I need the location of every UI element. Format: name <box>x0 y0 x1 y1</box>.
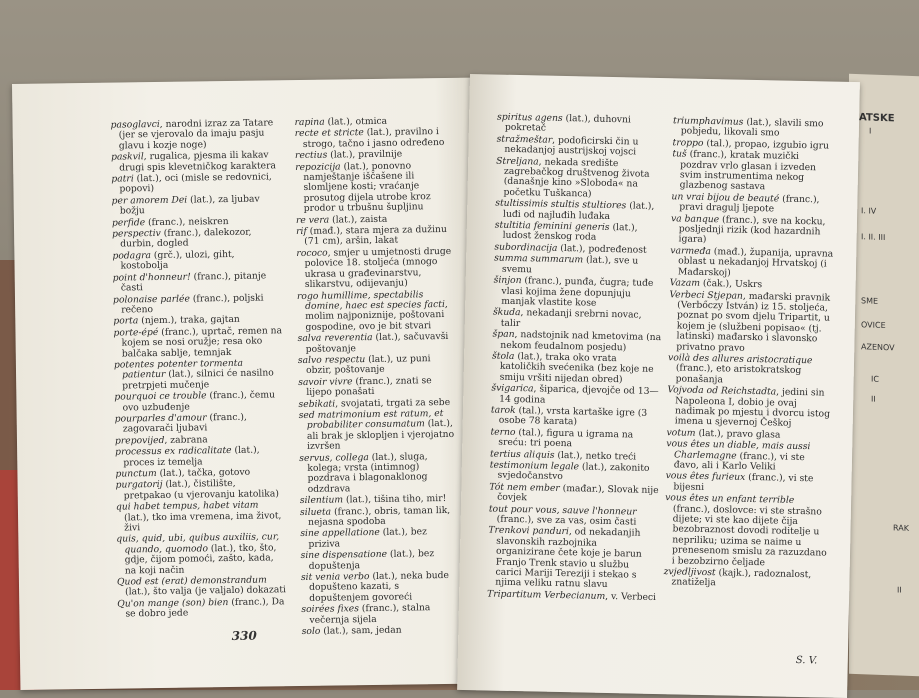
entry-definition: (franc.), kratak muzički pozdrav vrlo glasan i izveden svim instrumentima nekog glazbenog sastava <box>679 148 817 193</box>
entry-definition: (franc.), znati se lijepo ponašati <box>306 374 432 399</box>
entry-term: pasoglavci <box>110 118 160 131</box>
background-book <box>849 74 919 676</box>
book-edge-text: OVICE <box>861 320 886 331</box>
entry-definition: (lat.), što valja (je valjalo) dokazati <box>125 584 287 598</box>
dictionary-entry <box>116 533 287 577</box>
entry-definition: (franc.), pravi dragulj ljepote <box>679 193 820 215</box>
entry-term: testimonium legale <box>489 459 580 473</box>
entry-term: Verbeci Stjepan <box>669 288 744 302</box>
entry-term: vous êtes un enfant terrible <box>665 492 795 507</box>
entry-definition: (grč.), ulozi, giht, kostobolja <box>120 248 235 272</box>
entry-term: servus, collega <box>299 451 369 464</box>
entry-definition: (franc.), eto aristokratskog ponašanja <box>675 362 802 386</box>
entry-definition: (lat.), proces iz temelja <box>123 444 260 469</box>
dictionary-entry <box>114 390 284 413</box>
entry-term: pourparles d'amour <box>114 412 207 425</box>
entry-definition: (lat.), tačka, gotovo <box>156 466 251 480</box>
entry-definition: (lat.), podređenost <box>557 242 647 256</box>
entry-definition: (lat.), silnici će nasilno pretrpjeti mučenje <box>122 367 274 392</box>
entry-definition: (mađar.), Slovak nije čovjek <box>497 482 659 504</box>
left-page <box>12 77 490 690</box>
entry-definition: (lat.), ponovno namještanje iščašene ili slomljene kosti; vraćanje prosutog dijela utrobe kroz prodor u trbušnu šupljinu <box>303 160 431 215</box>
book-edge-text: I. II. III <box>861 232 886 243</box>
entry-term: rapina <box>294 116 325 129</box>
dictionary-entry <box>301 549 461 572</box>
dictionary-entry <box>111 118 281 152</box>
entry-term: porte-épé <box>113 326 159 339</box>
entry-definition: (lat.), pravo glasa <box>695 427 781 441</box>
entry-definition: (franc.), doslovce: vi ste strašno dijete; vi ste kao dijete čija bezobraznost dovodi roditelje u nepriliku; uzima se naime u prenesenom smislu za razuzdano i bezobzirno čeljade <box>671 502 827 568</box>
entry-definition: (lat.), tišina tiho, mir! <box>342 493 447 506</box>
dictionary-entry <box>116 479 286 502</box>
entry-definition: (franc.), sve na kocku, posljednji rizik (kod hazardnih igara) <box>678 213 826 246</box>
dictionary-entry <box>117 575 287 598</box>
entry-term: Qu'on mange (son) bien <box>117 596 229 610</box>
entry-term: tertius aliquis <box>489 448 555 461</box>
entry-definition: (franc.), Da se dobro jede <box>125 596 285 620</box>
entry-term: Tót nem ember <box>489 481 560 494</box>
entry-definition: , podoficirski čin u nekadanjoj austrijskoj vojsci <box>504 134 639 158</box>
entry-definition: (lat.), traka oko vrata katoličkih svećenika (bez koje ne smiju vršiti nijedan obred) <box>499 350 654 386</box>
entry-definition: (lat.), uz puni obzir, poštovanje <box>305 353 431 377</box>
entry-definition: (lat.), tko, što, gdje, čijom pomoći, zašto, kada, na koji način <box>124 542 277 577</box>
entry-definition: , nekada središte zagrebačkog društvenog života (današnje kino »Sloboda« na početku Tuškanca) <box>503 156 650 200</box>
entry-definition: (lat.), duhovni pokretač <box>504 112 632 135</box>
dictionary-entry <box>670 214 837 249</box>
entry-term: processus ex radicalitate <box>115 445 232 458</box>
entry-term: summa summarum <box>494 252 584 266</box>
entry-definition: (njem.), traka, gajtan <box>138 314 240 327</box>
entry-definition: , od nekadanjih slavonskih razbojnika organizirane čete koje je barun Franjo Trenk stavio u službu carici Mariji Tereziji i stekao s njima veliku ratnu slavu <box>495 526 642 591</box>
entry-term: soirées fixes <box>301 603 360 616</box>
entry-definition: (franc.), vi ste đavo, ali i Karlo Veliki <box>673 450 805 473</box>
dictionary-entry <box>295 127 455 150</box>
entry-definition: (lat.), otmica <box>324 115 388 128</box>
book-edge-text: ATSKE <box>859 112 895 125</box>
dictionary-entry <box>300 527 460 550</box>
dictionary-entry <box>300 505 460 528</box>
dictionary-entry <box>668 290 835 356</box>
entry-definition: (franc.), uprtač, remen na kojem se nosi oružje; resa oko balčaka sablje, temnjak <box>121 324 283 360</box>
entry-term: škuda <box>492 306 521 319</box>
entry-term: salvo respectu <box>297 354 366 366</box>
entry-term: rectius <box>294 149 328 162</box>
entry-definition: , rugalica, pjesma ili kakav drugi spis klevetničkog karaktera <box>119 149 276 174</box>
entry-term: triumphavimus <box>672 115 744 128</box>
entry-term: rogo humillime, spectabilis domine, haec est species facti <box>296 288 445 312</box>
entry-term: rococo <box>296 247 328 259</box>
entry-definition: (lat.), pravilnije <box>327 148 403 161</box>
entry-term: perspectiv <box>112 227 161 240</box>
entry-definition: (franc.), neiskren <box>145 215 229 228</box>
entry-term: solo <box>301 625 321 638</box>
dictionary-entry <box>113 326 283 360</box>
dictionary-entry <box>299 451 460 495</box>
entry-term: savoir vivre <box>298 376 353 388</box>
dictionary-entry <box>298 354 458 377</box>
dictionary-entry <box>297 289 458 333</box>
entry-term: per amorem Dei <box>111 194 188 207</box>
entry-term: šinjon <box>493 274 522 287</box>
dictionary-entry <box>112 227 282 250</box>
author-signature: S. V. <box>795 654 818 667</box>
dictionary-entry <box>295 160 456 214</box>
dictionary-entry <box>670 246 837 281</box>
book-edge-text: AZENOV <box>861 342 895 353</box>
entry-term: purgatorij <box>115 479 163 491</box>
entry-definition: (lat.), ludost ženskog roda <box>502 222 638 244</box>
right-page-column-1 <box>487 113 667 605</box>
dictionary-entry <box>116 500 286 534</box>
entry-definition: (lat.), netko treći <box>554 449 637 463</box>
entry-term: sed matrimonium est ratum, et probabiliter consumatum <box>298 407 444 432</box>
entry-definition: , v. Verbeci <box>605 590 657 603</box>
entry-term: va banque <box>670 212 720 225</box>
entry-definition: (lat.), pravilno i strogo, tačno i jasno određeno <box>302 126 445 150</box>
entry-term: recte et stricte <box>294 127 364 140</box>
entry-definition: , jedini sin Napoleona I, dobio je ovaj nadimak po mjestu i dvorcu istog imena u sjevernoj Češkoj <box>674 386 831 430</box>
entry-definition: (lat.), slavili smo pobjedu, likovali smo <box>680 116 824 139</box>
entry-term: stultissimis stultis stultiores <box>495 197 627 212</box>
entry-term: prepovijed <box>114 434 165 447</box>
dictionary-entry <box>672 149 839 194</box>
entry-term: sine appellatione <box>300 527 380 540</box>
book-edge-text: IC <box>871 374 879 384</box>
entry-term: vous êtes furieux <box>665 470 746 484</box>
entry-definition: (mađ.), županija, upravna oblast u nekadanjoj Hrvatskoj (i Mađarskoj) <box>677 245 834 279</box>
entry-definition: (franc.), punđa, čugra; tuđe vlasi kojima žene dopunjuju manjak vlastite kose <box>501 275 654 309</box>
book-edge-text: II <box>871 394 876 404</box>
entry-definition: (franc.), obris, taman lik, nejasna spodoba <box>308 504 451 528</box>
entry-definition: (čak.), Uskrs <box>699 277 763 291</box>
entry-term: subordinacija <box>494 241 558 254</box>
dictionary-entry <box>301 571 461 604</box>
entry-definition: (lat.), luđi od najluđih luđaka <box>502 200 655 222</box>
dictionary-entry <box>298 332 458 355</box>
entry-definition: , nekadanji srebrni novac, talir <box>500 307 642 329</box>
dictionary-entry <box>668 353 835 388</box>
entry-term: un vrai bijou de beauté <box>671 191 780 205</box>
entry-term: troppo <box>672 137 704 149</box>
dictionary-entry <box>492 351 663 386</box>
entry-definition: (mađ.), stara mjera za dužinu (71 cm), aršin, lakat <box>304 224 447 248</box>
dictionary-entry <box>487 526 658 592</box>
entry-term: spiritus agens <box>496 111 563 124</box>
book-edge-text: II <box>897 585 902 595</box>
entry-term: qui habet tempus, habet vitam <box>115 499 259 513</box>
entry-term: silueta <box>299 506 332 518</box>
entry-term: podagra <box>112 249 152 262</box>
left-page-column-1 <box>111 118 288 621</box>
entry-definition: (lat.), čistilište, pretpakao (u vjerovanju katolika) <box>123 478 279 502</box>
entry-term: pourquoi ce trouble <box>114 390 207 403</box>
entry-definition: , svojatati, trgati za sebe <box>335 396 451 410</box>
entry-term: sine dispensatione <box>300 549 388 562</box>
entry-term: porta <box>113 315 139 327</box>
entry-term: potentes potenter tormenta patientur <box>113 357 243 381</box>
entry-term: sit venia verbo <box>300 571 370 584</box>
dictionary-entry <box>112 194 282 217</box>
dictionary-entry <box>663 567 829 591</box>
entry-term: silentium <box>299 494 344 507</box>
entry-definition: , šiparica, djevojče od 13—14 godina <box>499 383 659 406</box>
entry-term: štola <box>491 350 515 362</box>
entry-definition: (lat.), oci (misle se redovnici, popovi) <box>119 171 272 195</box>
entry-term: Streljana <box>496 155 539 168</box>
dictionary-entry <box>666 439 833 474</box>
entry-term: repozicija <box>295 161 341 173</box>
dictionary-entry <box>115 412 285 435</box>
entry-definition: , molim najponiznije, poštovani gospodine, ovo je bit stvari <box>305 298 448 333</box>
entry-definition: , smjer u umjetnosti druge polovice 18. stoljeća (mnogo ukrasa u građevinarstvu, slikarstvu, odijevanju) <box>304 245 452 291</box>
entry-term: terno <box>490 426 516 438</box>
entry-term: stražmeštar <box>496 133 553 146</box>
entry-definition: (lat.), zaista <box>329 213 388 226</box>
dictionary-entry <box>111 172 281 195</box>
entry-term: varmeđa <box>670 245 712 257</box>
dictionary-entry <box>667 385 834 430</box>
entry-definition: (lat.), sačuvavši poštovanje <box>305 331 449 355</box>
entry-definition: (lat.), za ljubav božju <box>119 193 260 217</box>
dictionary-entry <box>111 150 281 173</box>
entry-term: švigarica <box>491 382 534 395</box>
book-edge-text: SME <box>861 296 879 306</box>
entry-definition: , nadstojnik nad kmetovima (na nekom feudalnom posjedu) <box>500 329 662 353</box>
entry-definition: (lat.), sve u svemu <box>501 254 639 276</box>
entry-term: punctum <box>115 468 157 480</box>
entry-term: re vera <box>295 214 330 226</box>
entry-definition: (tal.), figura u igrama na sreću: tri poena <box>498 426 634 450</box>
dictionary-entry <box>664 493 831 569</box>
entry-definition: (tal.), vrsta kartaške igre (3 osobe 78 karata) <box>498 404 648 428</box>
entry-definition: (franc.), stalna večernja sijela <box>309 602 431 626</box>
entry-term: sebikati <box>298 398 336 410</box>
dictionary-entry <box>115 445 285 468</box>
entry-term: Tripartitum Verbecianum <box>487 588 606 602</box>
dictionary-entry <box>495 156 666 201</box>
entry-term: perfide <box>111 216 146 229</box>
entry-term: salva reverentia <box>297 332 373 345</box>
dictionary-entry <box>296 225 456 248</box>
dictionary-entry <box>301 603 461 626</box>
entry-definition: , zabrana <box>164 434 208 446</box>
entry-definition: (lat.), neka bude dopušteno kazati, s dopuštenjem govoreći <box>308 570 449 604</box>
entry-definition: (franc.), dalekozor, durbin, dogled <box>120 226 252 250</box>
dictionary-entry <box>117 597 287 620</box>
entry-definition: , mađarski pravnik (Verbőczy István) iz 15. stoljeća, poznat po svom djelu Tripartit, u kojem je (službeni popisao« (tj. latinski) mađarsko i slavonsko privatno pravo <box>676 290 831 354</box>
entry-term: patri <box>111 173 134 185</box>
entry-definition: (franc.), poljski rečeno <box>121 292 264 316</box>
entry-term: quis, quid, ubi, quibus auxiliis, cur, quando, quomodo <box>116 531 280 556</box>
entry-term: Trenkovi panduri <box>488 524 569 538</box>
entry-term: Vazam <box>669 277 701 289</box>
entry-term: rif <box>296 225 307 238</box>
entry-term: Vojvoda od Reichstadta <box>667 384 777 398</box>
entry-term: Quod est (erat) demonstrandum <box>116 574 267 588</box>
entry-term: tuš <box>672 148 687 160</box>
book-edge-text: I <box>869 126 872 136</box>
dictionary-entry <box>296 247 457 291</box>
dictionary-entry <box>298 376 458 399</box>
entry-definition: (franc.), sve za vas, osim časti <box>496 513 637 528</box>
entry-term: paskvil <box>110 151 144 163</box>
entry-term: zvjedljivost <box>663 566 716 579</box>
entry-term: stultitia feminini generis <box>494 219 610 234</box>
entry-definition: (franc.), zagovarači ljubavi <box>122 411 247 435</box>
left-page-column-2 <box>295 116 462 639</box>
entry-definition: (lat.), ali brak je sklopljen i vjerojatno izvršen <box>306 418 455 453</box>
right-page-column-2 <box>663 116 839 592</box>
entry-term: špan <box>492 328 515 341</box>
entry-definition: (franc.), pitanje časti <box>120 270 267 294</box>
dictionary-entry <box>299 409 460 453</box>
entry-term: votum <box>666 426 696 439</box>
entry-definition: (lat.), bez priziva <box>308 526 427 550</box>
page-number: 330 <box>231 628 257 643</box>
entry-term: tarok <box>490 404 516 416</box>
entry-term: vous êtes un diable, mais aussi Charlemagne <box>666 438 811 462</box>
right-page <box>457 74 860 698</box>
entry-definition: (lat.), sam, jedan <box>320 624 402 637</box>
dictionary-entry <box>302 625 462 638</box>
entry-term: point d'honneur! <box>112 271 191 284</box>
entry-definition: (franc.), čemu ovo uzbuđenje <box>122 389 276 414</box>
book-edge-text: I. IV <box>861 206 877 216</box>
dictionary-entry <box>114 358 284 392</box>
entry-definition: , narodni izraz za Tatare (jer se vjerovalo da imaju pasju glavu i kozje noge) <box>118 117 274 152</box>
entry-definition: (lat.), tko ima vremena, ima život, živi <box>123 509 282 534</box>
entry-term: tout pour vous, sauve l'honneur <box>488 503 637 518</box>
entry-definition: (franc.), vi ste bijesni <box>673 472 814 493</box>
dictionary-entry <box>487 589 657 603</box>
dictionary-entry <box>112 249 282 272</box>
dictionary-entry <box>493 276 664 311</box>
entry-definition: (lat.), sluga, kolega; vrsta (intimnog) pozdrava i blagonaklonog odzdrava <box>307 450 428 495</box>
dictionary-entry <box>113 271 283 294</box>
book-edge-text: RAK <box>893 523 909 533</box>
entry-definition: (kajk.), radoznalost, znatiželja <box>671 567 812 589</box>
dictionary-entry <box>113 293 283 316</box>
entry-definition: (tal.), propao, izgubio igru <box>703 137 830 152</box>
entry-definition: (lat.), zakonito svjedočanstvo <box>497 461 650 483</box>
entry-term: voilà des allures aristocratique <box>667 352 813 367</box>
entry-term: polonaise parlée <box>112 293 190 306</box>
entry-definition: (lat.), bez dopuštenja <box>308 548 435 572</box>
